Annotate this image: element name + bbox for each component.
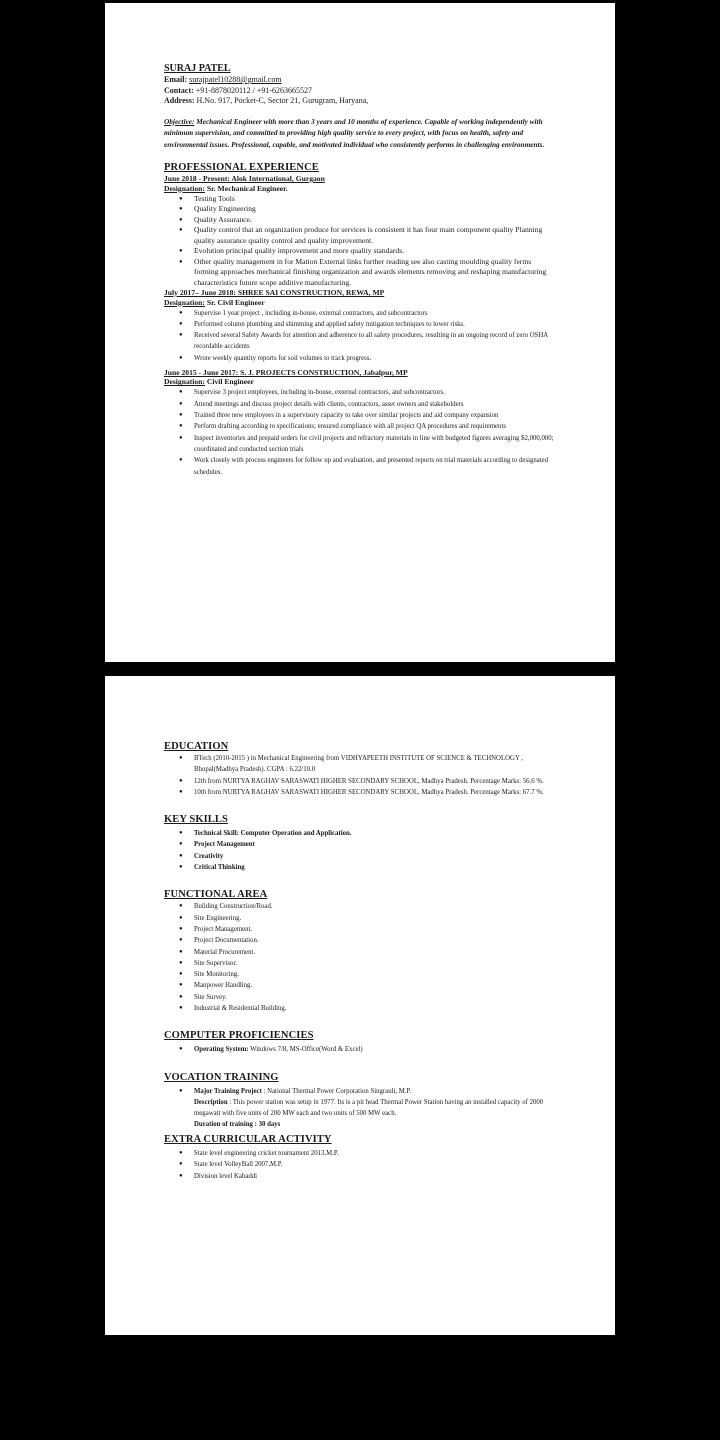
vocation-description: Description : This power station was setup in 1977. Its is a pit head Thermal Power Station having an installed capacity of 2000 megawatt with five units of 200 MW each and two units of 500 MW each. xyxy=(194,1098,544,1117)
computer-list xyxy=(164,1044,554,1055)
list-item: ● Quality Engineering xyxy=(194,204,554,215)
list-item: ● Quality control that an organization produce for services is consistent it has four main component quality Planning quality assurance quality control and quality improvement. xyxy=(194,225,554,246)
address-label: Address xyxy=(164,96,192,105)
job-duties-list xyxy=(164,387,554,477)
email-label: Email xyxy=(164,75,185,84)
list-item: ● Other quality management in for Mation External links further reading see also casting moulding quality ferms forming approaches mechanical finishing organization and awards elements removing and reshaping manufacturing characteristics future scope additive manufacturing. xyxy=(194,257,554,289)
list-item: ● State level VolleyBall 2007,M.P. xyxy=(194,1159,554,1170)
email-link[interactable]: surajpatel10288@gmail.com xyxy=(189,75,282,84)
list-item: ● Perform drafting according to specifications; ensured compliance with all project QA procedures and requirements xyxy=(194,421,554,432)
functional-area-list xyxy=(164,901,554,1014)
email-line: Email: surajpatel10288@gmail.com xyxy=(164,75,282,84)
list-item: ● Trained three new employees in a supervisory capacity to take over similar projects and aid company expansion xyxy=(194,410,554,421)
section-title-computer: COMPUTER PROFICIENCIES xyxy=(164,1030,314,1042)
key-skills-list xyxy=(164,828,554,873)
vocation-duration: Duration of training : 30 days xyxy=(194,1120,281,1128)
section-title-extra: EXTRA CURRICULAR ACTIVITY xyxy=(164,1133,332,1145)
section-title-functional-area: FUNCTIONAL AREA xyxy=(164,889,268,901)
list-item: ● Division level Kabaddi xyxy=(194,1171,554,1182)
section-title-key-skills: KEY SKILLS xyxy=(164,814,228,826)
vocation-list xyxy=(164,1086,554,1097)
list-item: ● Creativity xyxy=(194,851,554,862)
list-item: ● Quality Assurance. xyxy=(194,215,554,226)
contact-line: Contact: +91-8878020112 / +91-6263665527 xyxy=(164,85,313,95)
list-item: ● Attend meetings and discuss project details with clients, contractors, asset owners and stakeholders xyxy=(194,399,554,410)
section-title-vocation: VOCATION TRAINING xyxy=(164,1071,279,1083)
list-item: ● Technical Skill: Computer Operation and Application. xyxy=(194,828,554,839)
education-list xyxy=(164,753,554,798)
resume-page-2 xyxy=(105,676,615,1335)
list-item: ● Critical Thinking xyxy=(194,862,554,873)
list-item: ● Site Supervisor. xyxy=(194,958,554,969)
job-designation: Designation: Sr. Civil Engineer xyxy=(164,297,265,307)
list-item: ● Major Training Project : National Thermal Power Corporation Singrauli, M.P. xyxy=(194,1086,554,1097)
contact-label: Contact xyxy=(164,85,192,95)
address-line: Address: H.No. 917, Pocket-C, Sector 21, Gurugram, Haryana, xyxy=(164,96,369,105)
contact-value: +91-8878020112 / +91-6263665527 xyxy=(195,85,313,95)
list-item: ● Evolution principal quality improvement and more quality standards. xyxy=(194,246,554,257)
list-item: ● Project Management xyxy=(194,839,554,850)
list-item: ● Supervise 3 project employees, including in-house, external contractors, and subcontractors. xyxy=(194,387,554,398)
list-item: ● 12th from NURTYA RAGHAV SARASWATI HIGHER SECONDARY SCHOOL, Madhya Pradesh. Percentage Marks: 56.6 %. xyxy=(194,776,554,787)
list-item: ● Testing Tools xyxy=(194,194,554,205)
list-item: ● Supervise 1 year project , including in-house, external contractors, and subcontractors xyxy=(194,308,554,319)
page-2-content xyxy=(164,741,554,1182)
list-item: ● Material Procurement. xyxy=(194,947,554,958)
objective-text: Mechanical Engineer with more than 3 years and 10 months of experience. Capable of working independently with minimum supervision, and committed to providing high quality service to every project, with focus on health, safety and environmental issues. Professional, capable, and motivated individual who consistently performs in challenging environments. xyxy=(164,116,545,149)
list-item: ● Wrote weekly quantity reports for soil volumes to track progress. xyxy=(194,353,554,364)
list-item: ● Inspect inventories and prepaid orders for civil projects and refractory materials in line with budgeted figures averaging $2,000,000; coordinated and conducted section trials xyxy=(194,433,554,456)
list-item: ● Operating System: Windows 7/8, MS-Office(Word & Excel) xyxy=(194,1044,554,1055)
list-item: ● Manpower Handling. xyxy=(194,980,554,991)
job-header: July 2017– June 2018: SHREE SAI CONSTRUCTION, REWA, MP xyxy=(164,288,385,297)
job-header: June 2015 - June 2017: S. J. PROJECTS CONSTRUCTION, Jabalpur, MP xyxy=(164,367,408,377)
section-title-education: EDUCATION xyxy=(164,741,229,752)
list-item: ● Building Construction/Road. xyxy=(194,901,554,912)
list-item: ● Site Survey. xyxy=(194,992,554,1003)
list-item: ● Performed column plumbing and shimming and applied safety mitigation techniques to lower risks. xyxy=(194,319,554,330)
resume-page-1 xyxy=(105,3,615,662)
objective-label: Objective: xyxy=(164,116,195,126)
list-item: ● Received several Safety Awards for attention and adherence to all safety procedures, resulting in an ongoing record of zero OSHA recordable accidents xyxy=(194,330,554,353)
job-duties-list xyxy=(164,194,554,289)
list-item: ● Site Engineering. xyxy=(194,913,554,924)
address-value: H.No. 917, Pocket-C, Sector 21, Gurugram, Haryana, xyxy=(196,96,369,105)
page-1-content xyxy=(164,63,554,478)
extra-list xyxy=(164,1148,554,1182)
list-item: ● 10th from NURTYA RAGHAV SARASWATI HIGHER SECONDARY SCHOOL, Madhya Pradesh. Percentage Marks: 67.7 %. xyxy=(194,787,554,798)
section-title-experience: PROFESSIONAL EXPERIENCE xyxy=(164,162,319,173)
objective-paragraph xyxy=(164,116,554,151)
list-item: ● Work closely with process engineers for follow up and evaluation, and presented reports on trial materials according to designated schedules. xyxy=(194,455,554,478)
job-designation: Designation: Sr. Mechanical Engineer. xyxy=(164,183,288,193)
list-item: ● Industrial & Residential Building. xyxy=(194,1003,554,1014)
candidate-name: SURAJ PATEL xyxy=(164,63,231,74)
list-item: ● Project Documentation. xyxy=(194,935,554,946)
list-item: ● Project Management. xyxy=(194,924,554,935)
list-item: ● State level engineering cricket tournament 2013,M.P. xyxy=(194,1148,554,1159)
job-designation: Designation: Civil Engineer xyxy=(164,377,254,387)
job-header: June 2018 - Present: Alok International, Gurgaon xyxy=(164,174,325,183)
list-item: ● BTech (2010-2015 ) in Mechanical Engineering from VIDHYAPEETH INSTITUTE OF SCIENCE & TECHNOLOGY , Bhopal(Madhya Pradesh). CGPA : 6.22/10.0 xyxy=(194,753,554,776)
list-item: ● Site Monitoring. xyxy=(194,969,554,980)
job-duties-list xyxy=(164,308,554,364)
